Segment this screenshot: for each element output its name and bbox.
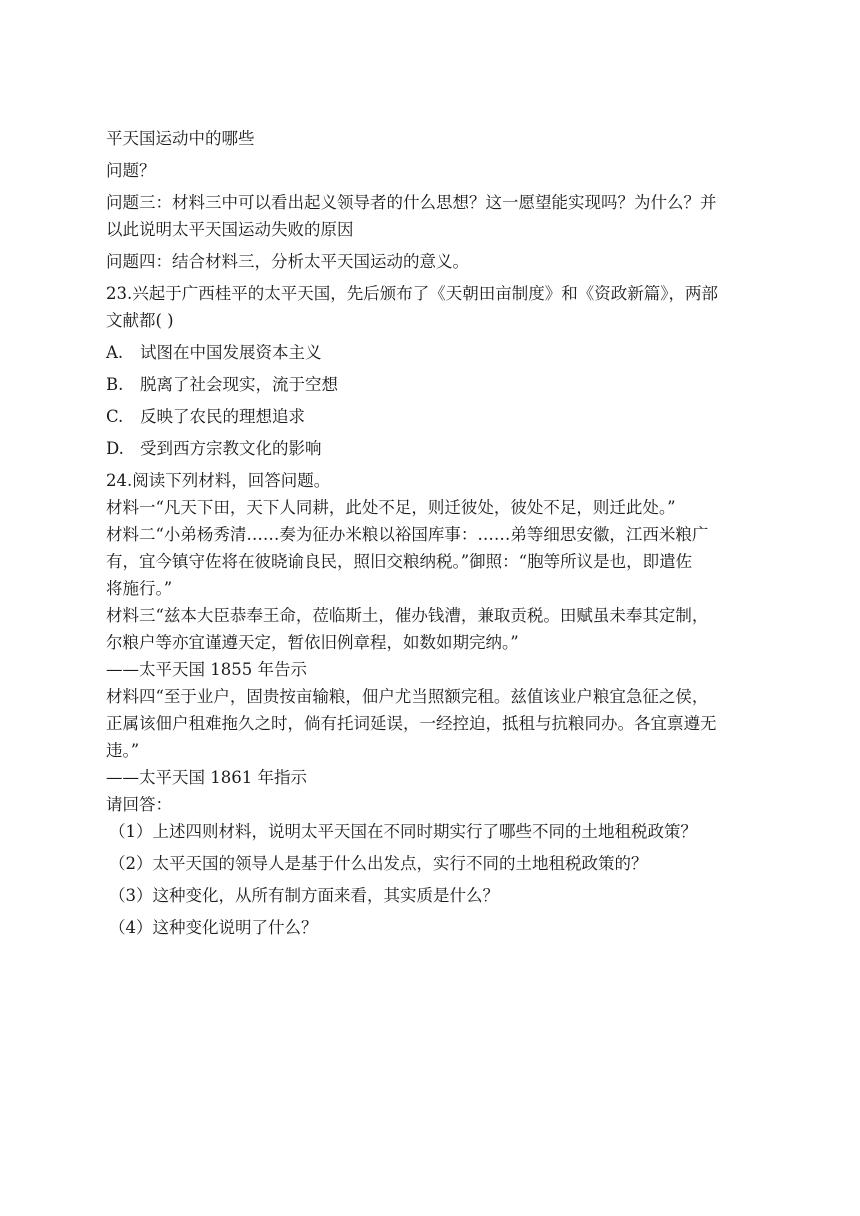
answer-prompt: 请回答： bbox=[106, 795, 172, 814]
option-text: 反映了农民的理想追求 bbox=[140, 407, 305, 426]
material-1: 材料一“凡天下田，天下人同耕，此处不足，则迁彼处，彼处不足，则迁此处。” bbox=[106, 498, 676, 517]
material-3-line: 材料三“兹本大臣恭奉王命，莅临斯土，催办钱漕，兼取贡税。田赋虽未奉其定制， bbox=[106, 606, 709, 625]
material-4-line: 违。” bbox=[106, 741, 140, 760]
option-text: 脱离了社会现实，流于空想 bbox=[140, 375, 338, 394]
option-label: C. bbox=[106, 407, 124, 426]
option-label: B. bbox=[106, 375, 124, 394]
question-23-stem-cont: 文献都( ) bbox=[106, 311, 174, 330]
option-label: D. bbox=[106, 439, 124, 458]
question-23-stem: 23.兴起于广西桂平的太平天国，先后颁布了《天朝田亩制度》和《资政新篇》，两部 bbox=[106, 284, 718, 303]
text-line: 问题四：结合材料三，分析太平天国运动的意义。 bbox=[106, 252, 469, 271]
text-line: 问题？ bbox=[106, 161, 156, 180]
material-2-line: 材料二“小弟杨秀清……奏为征办米粮以裕国库事：……弟等细思安徽，江西米粮广 bbox=[106, 525, 709, 544]
sub-question-1: （1）上述四则材料，说明太平天国在不同时期实行了哪些不同的土地租税政策？ bbox=[109, 822, 697, 841]
text-line: 问题三：材料三中可以看出起义领导者的什么思想？这一愿望能实现吗？为什么？并 bbox=[106, 193, 717, 212]
option-c bbox=[106, 406, 766, 428]
option-d bbox=[106, 438, 766, 460]
text-line: 以此说明太平天国运动失败的原因 bbox=[106, 220, 354, 239]
material-3-source: ——太平天国 1855 年告示 bbox=[106, 660, 307, 679]
material-2-line: 有，宜今镇守佐将在彼晓谕良民，照旧交粮纳税。”御照：“胞等所议是也，即遣佐 bbox=[106, 552, 693, 571]
material-3-line: 尔粮户等亦宜谨遵天定，暂依旧例章程，如数如期完纳。” bbox=[106, 633, 519, 652]
option-label: A. bbox=[106, 343, 124, 362]
material-2-line: 将施行。” bbox=[106, 579, 173, 598]
document-body bbox=[106, 128, 766, 949]
material-4-line: 正属该佃户租难拖久之时，倘有托词延误，一经控迫，抵租与抗粮同办。各宜禀遵无 bbox=[106, 714, 717, 733]
material-4-source: ——太平天国 1861 年指示 bbox=[106, 768, 307, 787]
material-4-line: 材料四“至于业户，固贵按亩输粮，佃户尤当照额完租。兹值该业户粮宜急征之侯， bbox=[106, 687, 709, 706]
option-text: 试图在中国发展资本主义 bbox=[140, 343, 322, 362]
option-text: 受到西方宗教文化的影响 bbox=[140, 439, 322, 458]
option-b bbox=[106, 374, 766, 396]
sub-question-2: （2）太平天国的领导人是基于什么出发点，实行不同的土地租税政策的？ bbox=[109, 854, 648, 873]
option-a bbox=[106, 342, 766, 364]
text-line: 平天国运动中的哪些 bbox=[106, 129, 255, 148]
sub-question-4: （4）这种变化说明了什么？ bbox=[109, 918, 318, 937]
sub-question-3: （3）这种变化，从所有制方面来看，其实质是什么？ bbox=[109, 886, 499, 905]
question-24-stem: 24.阅读下列材料，回答问题。 bbox=[106, 471, 331, 490]
